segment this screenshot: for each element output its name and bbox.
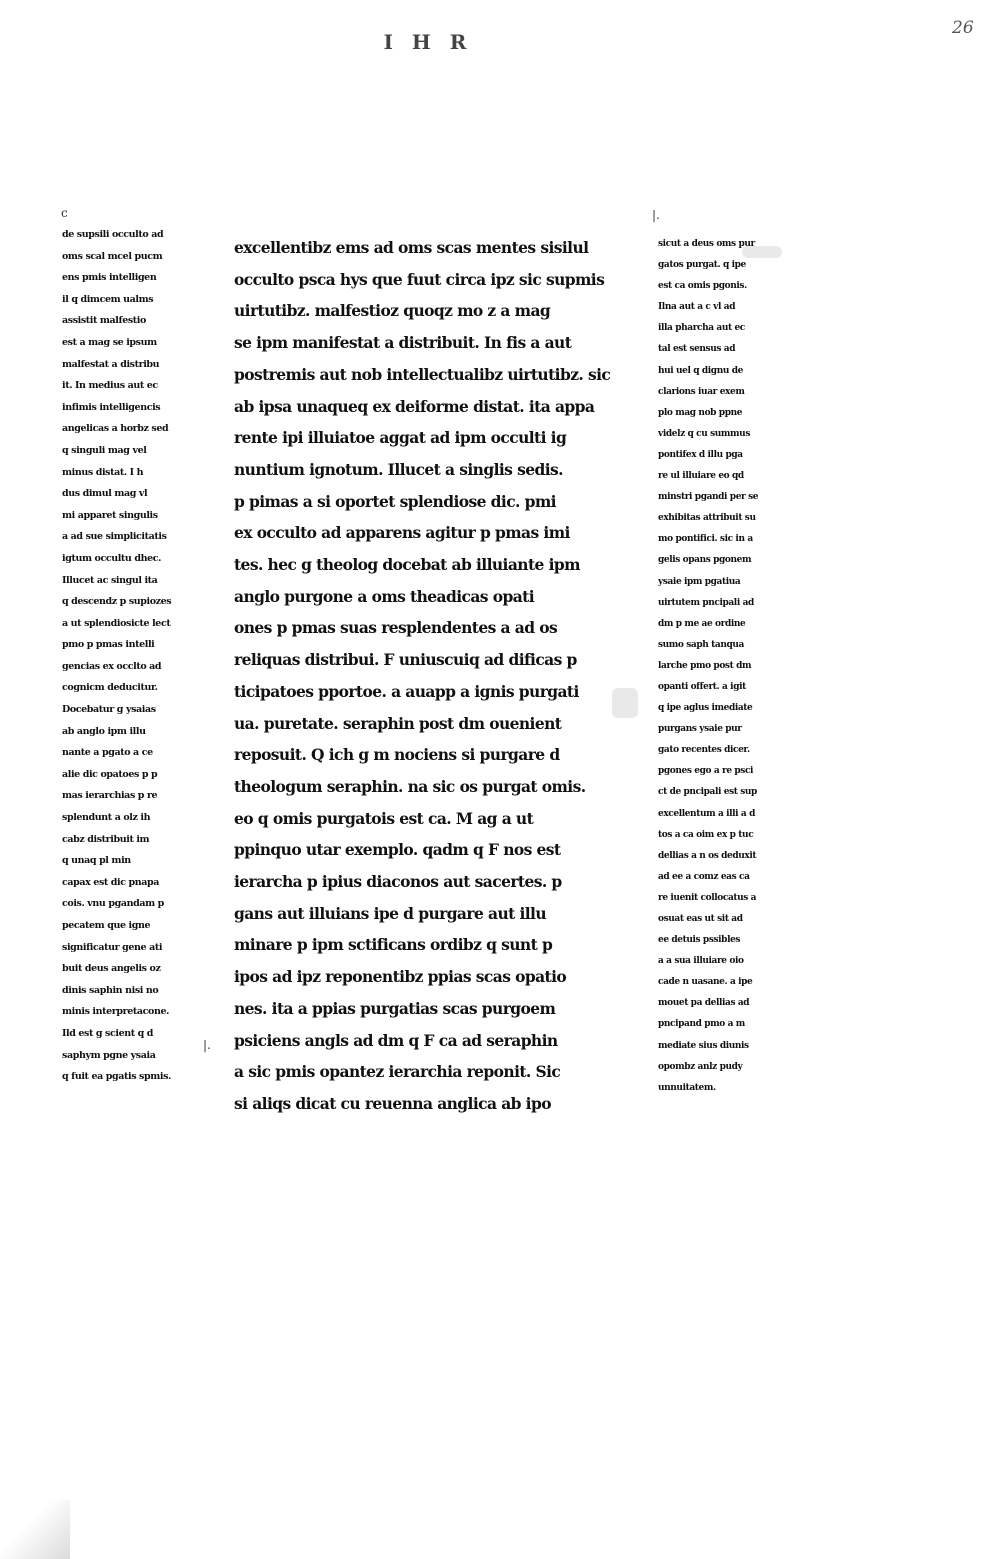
text-line: ppinquo utar exemplo. qadm q F nos est: [234, 840, 561, 860]
text-line: gelis opans pgonem: [658, 555, 752, 566]
text-line: a ut splendiosicte lect: [62, 617, 171, 629]
text-line: q singuli mag vel: [62, 444, 147, 456]
text-line: pontifex d illu pga: [658, 449, 743, 460]
text-line: ct de pncipali est sup: [658, 787, 757, 798]
text-line: gans aut illuians ipe d purgare aut illu: [234, 903, 546, 923]
text-line: mi apparet singulis: [62, 509, 158, 521]
text-line: minis interpretacone.: [62, 1006, 170, 1018]
text-line: nante a pgato a ce: [62, 747, 153, 759]
text-line: tal est sensus ad: [658, 344, 736, 355]
text-line: re ul illuiare eo qd: [658, 471, 744, 482]
text-line: purgans ysaie pur: [658, 724, 742, 735]
text-line: sicut a deus oms pur: [658, 239, 755, 249]
text-line: ee detuis pssibles: [658, 935, 741, 946]
text-line: malfestat a distribu: [62, 358, 160, 370]
text-line: ticipatoes pportoe. a auapp a ignis purgati: [234, 681, 579, 701]
text-line: ysaie ipm pgatiua: [658, 576, 741, 587]
text-line: cognicm deducitur.: [62, 682, 158, 694]
text-line: ipos ad ipz reponentibz ppias scas opatio: [234, 967, 567, 987]
text-line: excellentum a illi a d: [658, 808, 755, 819]
text-line: minstri pgandi per se: [658, 492, 759, 503]
text-line: si aliqs dicat cu reuenna anglica ab ipo: [234, 1093, 551, 1113]
text-line: est ca omis pgonis.: [658, 281, 747, 292]
text-line: q ipe aglus imediate: [658, 703, 753, 714]
text-line: ens pmis intelligen: [62, 272, 157, 284]
text-line: a sic pmis opantez ierarchia reponit. Sic: [234, 1062, 561, 1082]
text-line: mouet pa dellias ad: [658, 998, 750, 1009]
text-line: gato recentes dicer.: [658, 745, 750, 756]
running-head: [378, 30, 478, 64]
text-line: ab ipsa unaqueq ex deiforme distat. ita appa: [234, 396, 595, 416]
text-line: igtum occultu dhec.: [62, 552, 162, 564]
text-line: dus dimul mag vl: [62, 488, 148, 500]
text-line: oms scal mcel pucm: [62, 250, 163, 262]
text-line: pmo p pmas intelli: [62, 639, 155, 651]
text-line: q fuit ea pgatis spmis.: [62, 1071, 171, 1083]
text-line: splendunt a olz ih: [62, 812, 151, 824]
text-line: postremis aut nob intellectualibz uirtutibz. sic: [234, 364, 611, 384]
text-line: pecatem que igne: [62, 920, 151, 931]
text-line: eo q omis purgatois est ca. M ag a ut: [234, 808, 534, 828]
text-line: videlz q cu summus: [658, 428, 750, 439]
text-line: theologum seraphin. na sic os purgat omis.: [234, 776, 586, 796]
text-line: ab anglo ipm illu: [62, 725, 146, 737]
text-line: significatur gene ati: [62, 941, 163, 953]
text-line: angelicas a horbz sed: [62, 423, 169, 435]
text-line: unnuitatem.: [658, 1082, 716, 1093]
text-line: q unaq pl min: [62, 855, 131, 867]
text-line: minus distat. I h: [62, 466, 144, 478]
text-line: saphym pgne ysaia: [62, 1049, 156, 1061]
text-line: ones p pmas suas resplendentes a ad os: [234, 618, 558, 638]
column-mark-left-bottom: |.: [203, 1038, 211, 1052]
text-line: mas ierarchias p re: [62, 790, 158, 802]
text-line: nuntium ignotum. Illucet a singlis sedis.: [234, 459, 563, 479]
text-line: gencias ex occlto ad: [62, 660, 162, 672]
text-line: tes. hec g theolog docebat ab illuiante ipm: [234, 555, 580, 575]
text-line: rente ipi illuiatoe aggat ad ipm occulti ig: [234, 428, 567, 448]
text-line: a a sua illuiare oio: [658, 956, 744, 967]
text-line: dinis saphin nisi no: [62, 984, 159, 996]
text-line: Illucet ac singul ita: [62, 574, 158, 586]
page-edge-shadow: [0, 1500, 70, 1559]
text-line: Ild est g scient q d: [62, 1027, 154, 1039]
text-line: buit deus angelis oz: [62, 963, 161, 975]
text-line: capax est dic pnapa: [62, 876, 160, 888]
text-line: ad ee a comz eas ca: [658, 871, 750, 882]
text-line: assistit malfestio: [62, 315, 146, 327]
text-line: mo pontifici. sic in a: [658, 534, 753, 545]
text-line: larche pmo post dm: [658, 660, 752, 671]
folio-number: 26: [952, 18, 974, 38]
text-line: cois. vnu pgandam p: [62, 898, 164, 910]
text-line: reliquas distribui. F uniuscuiq ad dificas p: [234, 650, 577, 670]
text-line: se ipm manifestat a distribuit. In fis a aut: [234, 333, 572, 353]
text-line: gatos purgat. q ipe: [658, 260, 746, 271]
text-line: hui uel q dignu de: [658, 365, 743, 376]
text-line: p pimas a si oportet splendiose dic. pmi: [234, 491, 556, 511]
column-mark-right-top: |.: [652, 208, 660, 222]
text-line: est a mag se ipsum: [62, 336, 157, 348]
text-line: anglo purgone a oms theadicas opati: [234, 586, 534, 606]
text-line: pgones ego a re psci: [658, 766, 754, 777]
text-line: exhibitas attribuit su: [658, 513, 756, 524]
text-line: Docebatur g ysaias: [62, 704, 156, 716]
text-line: cade n uasane. a ipe: [658, 977, 753, 988]
gloss-column-right: [658, 234, 796, 1099]
text-line: nes. ita a ppias purgatias scas purgoem: [234, 998, 556, 1018]
text-line: dellias a n os deduxit: [658, 850, 757, 861]
text-line: minare p ipm sctificans ordibz q sunt p: [234, 935, 553, 955]
gloss-column-left: [62, 224, 212, 1088]
text-line: de supsili occulto ad: [62, 229, 164, 240]
text-line: tos a ca oim ex p tuc: [658, 829, 754, 840]
text-line: mediate sius diunis: [658, 1040, 749, 1051]
text-line: alie dic opatoes p p: [62, 768, 158, 780]
text-line: psiciens angls ad dm q F ca ad seraphin: [234, 1030, 558, 1050]
running-head-text: I H R: [383, 30, 473, 54]
text-line: opanti offert. a igit: [658, 681, 746, 692]
text-line: q descendz p supiozes: [62, 596, 172, 608]
text-line: osuat eas ut sit ad: [658, 914, 743, 924]
text-line: ua. puretate. seraphin post dm ouenient: [234, 713, 562, 733]
text-line: plo mag nob ppne: [658, 407, 743, 418]
text-line: il q dimcem ualms: [62, 293, 154, 305]
text-line: sumo saph tanqua: [658, 639, 744, 650]
text-line: occulto psca hys que fuut circa ipz sic supmis: [234, 269, 605, 289]
text-line: ierarcha p ipius diaconos aut sacertes. p: [234, 872, 562, 892]
text-line: a ad sue simplicitatis: [62, 531, 167, 543]
text-line: Ilna aut a c vl ad: [658, 302, 736, 313]
text-line: re iuenit collocatus a: [658, 892, 757, 903]
text-line: clarions iuar exem: [658, 386, 745, 397]
column-mark-left-top: c: [61, 206, 68, 220]
text-line: ex occulto ad apparens agitur p pmas imi: [234, 523, 570, 543]
text-line: infimis intelligencis: [62, 401, 161, 413]
text-line: uirtutibz. malfestioz quoqz mo z a mag: [234, 301, 551, 321]
text-line: illa pharcha aut ec: [658, 323, 745, 334]
text-line: uirtutem pncipali ad: [658, 597, 754, 608]
text-line: reposuit. Q ich g m nociens si purgare d: [234, 745, 560, 765]
text-line: opombz anlz pudy: [658, 1061, 743, 1072]
text-line: dm p me ae ordine: [658, 618, 746, 629]
text-line: cabz distribuit im: [62, 833, 150, 845]
text-line: pncipand pmo a m: [658, 1019, 745, 1030]
main-text-column: [234, 232, 634, 1120]
text-line: it. In medius aut ec: [62, 380, 158, 392]
text-line: excellentibz ems ad oms scas mentes sisilul: [234, 238, 589, 257]
